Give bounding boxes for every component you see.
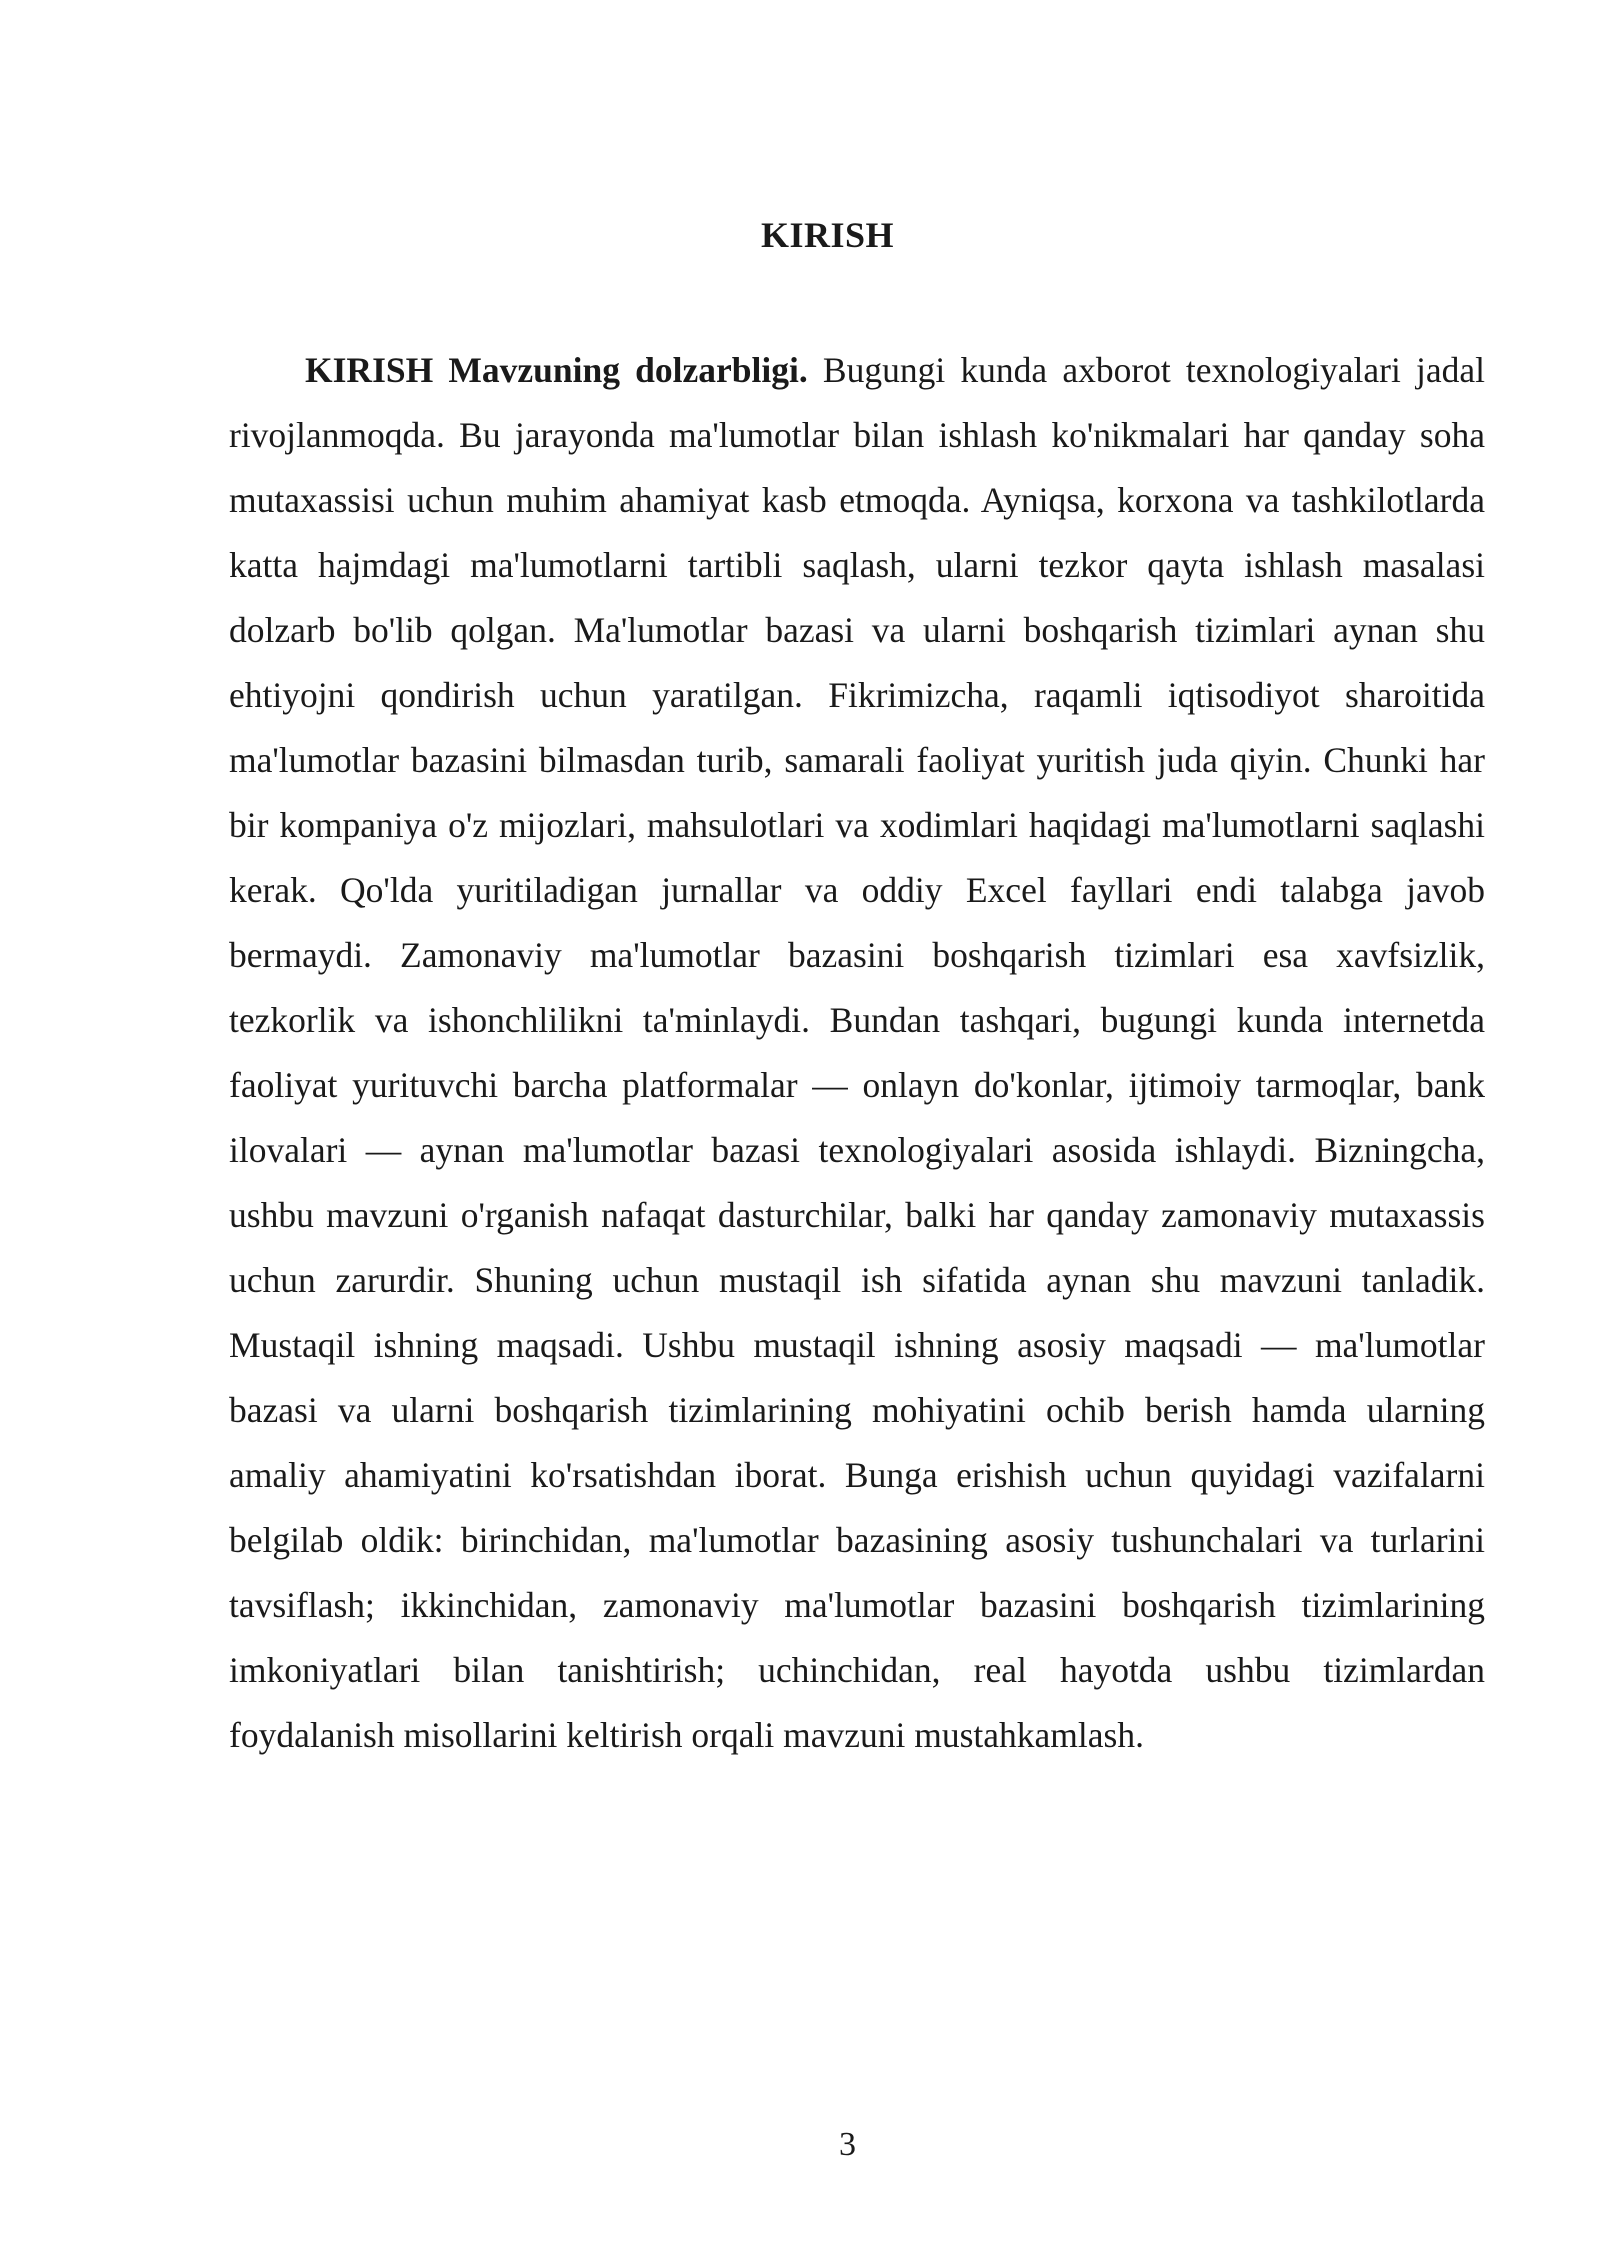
paragraph-lead-bold: KIRISH Mavzuning dolzarbligi. (305, 350, 808, 390)
page-title: KIRISH (760, 215, 895, 255)
body-paragraph (229, 338, 1485, 1768)
page-number: 3 (839, 2126, 856, 2163)
paragraph-text: Bugungi kunda axborot texnologiyalari jadal rivojlanmoqda. Bu jarayonda ma'lumotlar bilan ishlash ko'nikmalari har qanday soha mutaxassisi uchun muhim ahamiyat kasb etmoqda. Ayniqsa, korxona va tashkilotlarda katta hajmdagi ma'lumotlarni tartibli saqlash, ularni tezkor qayta ishlash masalasi dolzarb bo'lib qolgan. Ma'lumotlar bazasi va ularni boshqarish tizimlari aynan shu ehtiyojni qondirish uchun yaratilgan. Fikrimizcha, raqamli iqtisodiyot sharoitida ma'lumotlar bazasini bilmasdan turib, samarali faoliyat yuritish juda qiyin. Chunki har bir kompaniya o'z mijozlari, mahsulotlari va xodimlari haqidagi ma'lumotlarni saqlashi kerak. Qo'lda yuritiladigan jurnallar va oddiy Excel fayllari endi talabga javob bermaydi. Zamonaviy ma'lumotlar bazasini boshqarish tizimlari esa xavfsizlik, tezkorlik va ishonchlilikni ta'minlaydi. Bundan tashqari, bugungi kunda internetda faoliyat yurituvchi barcha platformalar — onlayn do'konlar, ijtimoiy tarmoqlar, bank ilovalari — aynan ma'lumotlar bazasi texnologiyalari asosida ishlaydi. Bizningcha, ushbu mavzuni o'rganish nafaqat dasturchilar, balki har qanday zamonaviy mutaxassis uchun zarurdir. Shuning uchun mustaqil ish sifatida aynan shu mavzuni tanladik. Mustaqil ishning maqsadi. Ushbu mustaqil ishning asosiy maqsadi — ma'lumotlar bazasi va ularni boshqarish tizimlarining mohiyatini ochib berish hamda ularning amaliy ahamiyatini ko'rsatishdan iborat. Bunga erishish uchun quyidagi vazifalarni belgilab oldik: birinchidan, ma'lumotlar bazasining asosiy tushunchalari va turlarini tavsiflash; ikkinchidan, zamonaviy ma'lumotlar bazasini boshqarish tizimlarining imkoniyatlari bilan tanishtirish; uchinchidan, real hayotda ushbu tizimlardan foydalanish misollarini keltirish orqali mavzuni mustahkamlash. (229, 350, 1485, 1755)
